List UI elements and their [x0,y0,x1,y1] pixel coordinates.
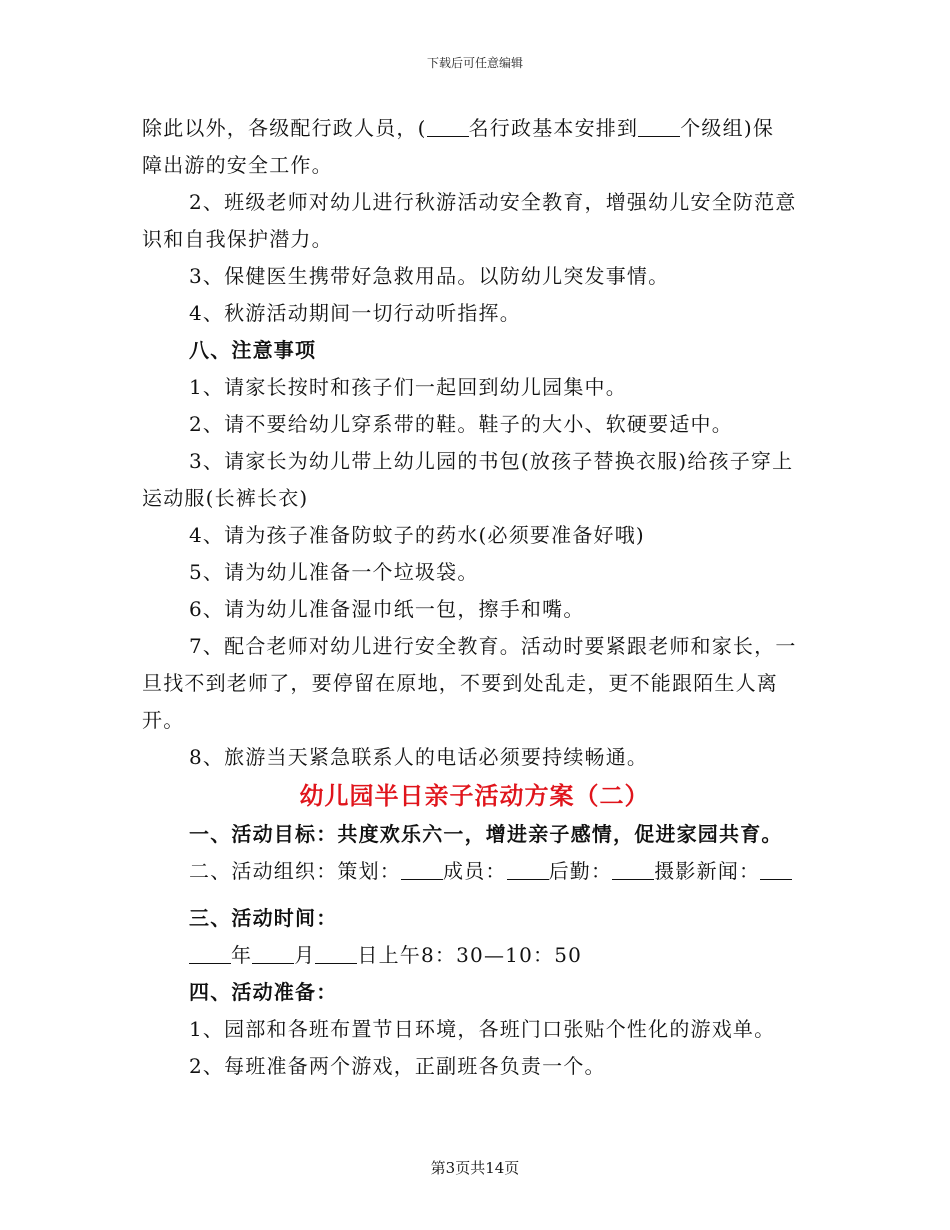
note-item-2: 2、请不要给幼儿穿系带的鞋。鞋子的大小、软硬要适中。 [189,412,733,436]
section-title: 幼儿园半日亲子活动方案（二） [299,781,650,810]
note-item-3: 3、请家长为幼儿带上幼儿园的书包(放孩子替换衣服)给孩子穿上运动服(长裤长衣) [142,449,794,510]
blank-field [507,859,549,880]
blank-field [401,859,443,880]
activity-organization [142,853,807,890]
blank-field [252,943,294,964]
blank-field [760,859,792,880]
paragraph-item-4: 4、秋游活动期间一切行动听指挥。 [189,301,521,325]
prep-item-2: 2、每班准备两个游戏，正副班各负责一个。 [189,1054,606,1078]
note-item-4: 4、请为孩子准备防蚊子的药水(必须要准备好哦) [189,523,645,547]
text-fragment: 后勤： [548,859,613,883]
text-fragment: 个级组)保 [680,116,775,140]
paragraph-item-2: 2、班级老师对幼儿进行秋游活动安全教育，增强幼儿安全防范意识和自我保护潜力。 [142,190,797,251]
text-fragment: 日上午8：30—10：50 [357,943,583,967]
blank-field [638,116,680,137]
paragraph-item-3: 3、保健医生携带好急救用品。以防幼儿突发事情。 [189,264,670,288]
note-item-8: 8、旅游当天紧急联系人的电话必须要持续畅通。 [189,745,649,769]
blank-field [189,943,231,964]
paragraph-staff [142,110,807,184]
blank-field [427,116,469,137]
blank-field [315,943,357,964]
note-item-5: 5、请为幼儿准备一个垃圾袋。 [189,560,479,584]
section-heading-prep: 四、活动准备： [189,980,338,1004]
text-fragment: 成员： [443,859,507,883]
note-item-7: 7、配合老师对幼儿进行安全教育。活动时要紧跟老师和家长，一旦找不到老师了，要停留在原地，不要到处乱走，更不能跟陌生人离开。 [142,634,797,732]
text-fragment: 名行政基本安排到 [468,116,639,140]
section-heading-notes: 八、注意事项 [189,338,317,362]
text-fragment: 除此以外，各级配行政人员，( [142,116,427,140]
note-item-6: 6、请为幼儿准备湿巾纸一包，擦手和嘴。 [189,597,585,621]
prep-item-1: 1、园部和各班布置节日环境，各班门口张贴个性化的游戏单。 [189,1017,776,1041]
activity-time [142,937,807,974]
activity-goal: 一、活动目标：共度欢乐六一，增进亲子感情，促进家园共育。 [189,822,783,846]
blank-field [612,859,654,880]
text-fragment: 障出游的安全工作。 [142,153,333,177]
text-fragment: 月 [294,943,316,967]
text-fragment: 年 [231,943,253,967]
page-number: 第3页共14页 [430,1159,520,1177]
section-heading-time: 三、活动时间： [189,906,338,930]
text-fragment: 摄影新闻： [654,859,761,883]
header-note: 下载后可任意编辑 [426,56,523,70]
text-fragment: 二、活动组织：策划： [189,859,401,883]
document-body [142,110,807,1085]
note-item-1: 1、请家长按时和孩子们一起回到幼儿园集中。 [189,375,627,399]
